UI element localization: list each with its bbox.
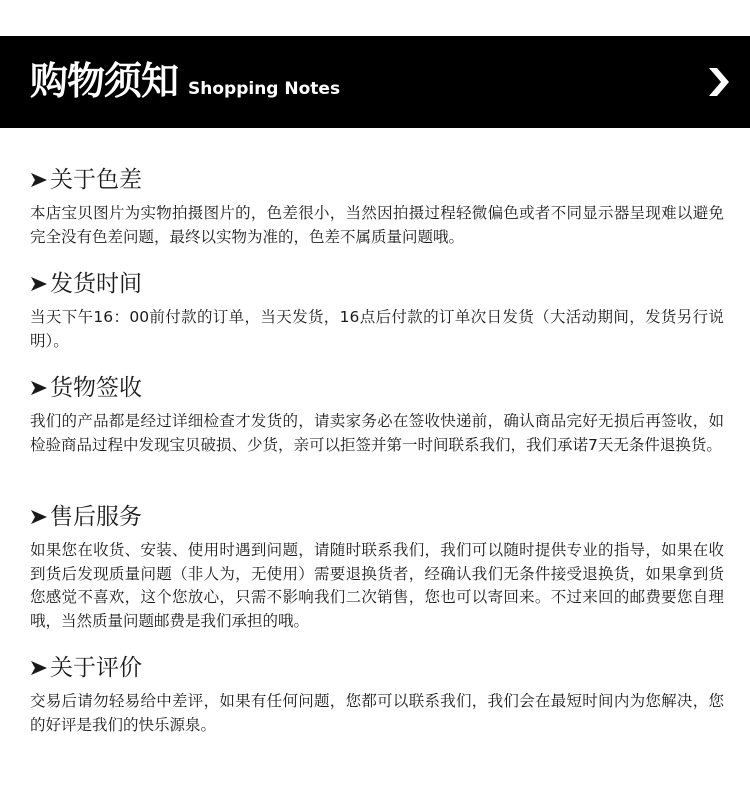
section-body: 如果您在收货、安装、使用时遇到问题，请随时联系我们，我们可以随时提供专业的指导，如果在收到货后发现质量问题（非人为，无使用）需要退换货者，经确认我们无条件接受退换货，如果拿到货您感觉不喜欢，这个您放心，只需不影响我们二次销售，您也可以寄回来。不过来回的邮费要您自理哦，当然质量问题邮费是我们承担的哦。 xyxy=(30,541,724,630)
section-body: 我们的产品都是经过详细检查才发货的，请卖家务必在签收快递前，确认商品完好无损后再签收，如检验商品过程中发现宝贝破损、少货，亲可以拒签并第一时间联系我们，我们承诺7天无条件退换货。 xyxy=(30,412,724,454)
section-after-sales xyxy=(30,501,724,633)
section-heading xyxy=(30,372,724,404)
page-subtitle: Shopping Notes xyxy=(188,79,341,99)
chevron-right-icon[interactable] xyxy=(704,66,732,98)
section-heading xyxy=(30,268,724,300)
section-heading xyxy=(30,501,724,533)
header-banner xyxy=(0,36,750,128)
section-title: 货物签收 xyxy=(50,375,142,401)
arrow-bullet-icon xyxy=(30,380,48,396)
arrow-bullet-icon xyxy=(30,172,48,188)
page-title: 购物须知 xyxy=(30,59,179,103)
section-shipping-time xyxy=(30,268,724,353)
section-color-difference xyxy=(30,164,724,249)
section-heading xyxy=(30,164,724,196)
section-receipt xyxy=(30,372,724,457)
section-title: 售后服务 xyxy=(50,504,142,530)
section-title: 发货时间 xyxy=(50,271,142,297)
section-body: 交易后请勿轻易给中差评，如果有任何问题，您都可以联系我们，我们会在最短时间内为您解决，您的好评是我们的快乐源泉。 xyxy=(30,692,724,734)
section-heading xyxy=(30,652,724,684)
arrow-bullet-icon xyxy=(30,660,48,676)
section-body: 当天下午16：00前付款的订单，当天发货，16点后付款的订单次日发货（大活动期间，发货另行说明）。 xyxy=(30,308,724,350)
arrow-bullet-icon xyxy=(30,509,48,525)
section-title: 关于色差 xyxy=(50,167,142,193)
section-reviews xyxy=(30,652,724,737)
section-body: 本店宝贝图片为实物拍摄图片的，色差很小，当然因拍摄过程轻微偏色或者不同显示器呈现难以避免完全没有色差问题，最终以实物为准的，色差不属质量问题哦。 xyxy=(30,204,724,246)
section-title: 关于评价 xyxy=(50,655,142,681)
arrow-bullet-icon xyxy=(30,276,48,292)
